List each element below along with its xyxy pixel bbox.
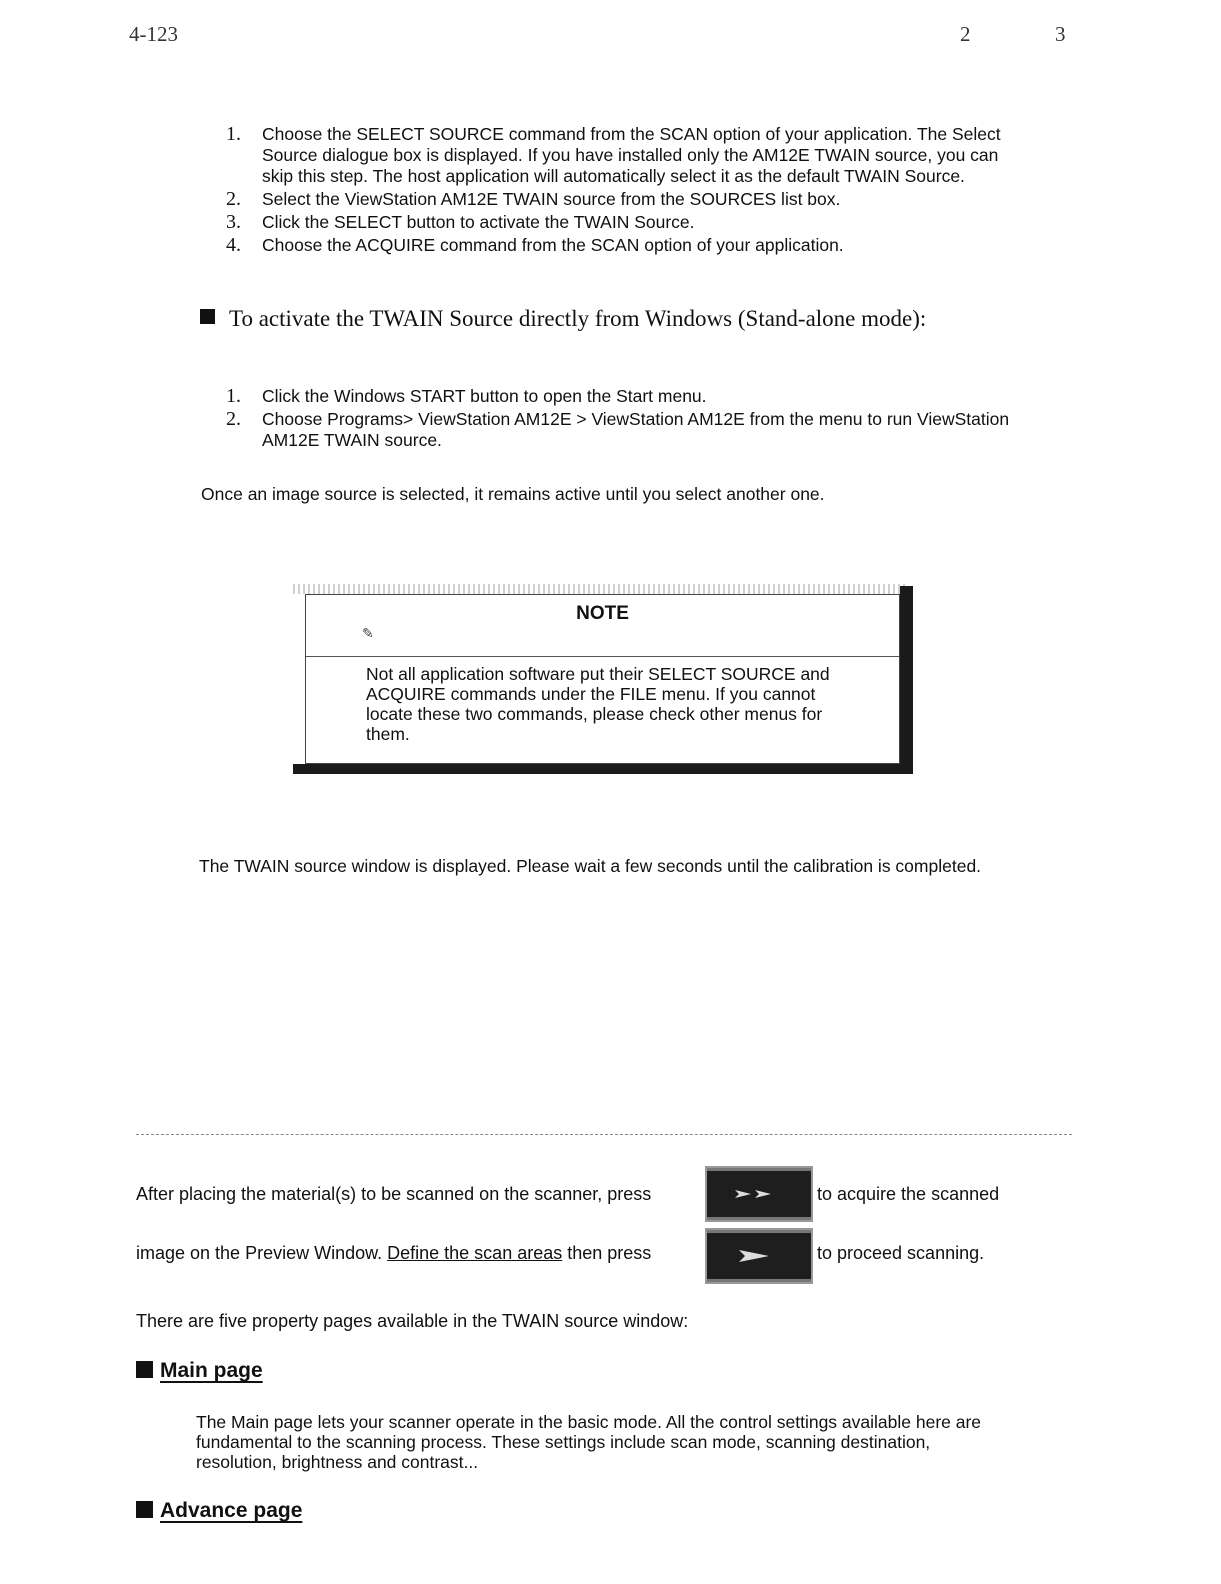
list-item: 1. Choose the SELECT SOURCE command from the SCAN option of your application. The Select Source dialogue box is displayed. If you have installed only the AM12E TWAIN source, you can skip this step. The host application will automatically select it as the default TWAIN Source. (226, 123, 1001, 186)
note-frame (305, 594, 900, 764)
note-title: NOTE (576, 603, 629, 624)
paragraph-main-page: The Main page lets your scanner operate in the basic mode. All the control settings available here are fundamental to the scanning process. These settings include scan mode, scanning destination, resolution, brightness and contrast... (196, 1412, 982, 1472)
steps-list-standalone (226, 386, 1026, 453)
list-item: 2. Select the ViewStation AM12E TWAIN source from the SOURCES list box. (226, 188, 841, 210)
list-item: 1. Click the Windows START button to open the Start menu. (226, 385, 707, 407)
page-number-right: 3 (1055, 22, 1066, 46)
paragraph-twain-window: The TWAIN source window is displayed. Please wait a few seconds until the calibration is completed. (199, 856, 982, 876)
shadow-bottom (293, 764, 913, 774)
section-title-advance-page: Advance page (136, 1499, 302, 1523)
acquire-preview-button[interactable] (705, 1166, 813, 1222)
shadow-right (900, 586, 913, 772)
list-item: 3. Click the SELECT button to activate the TWAIN Source. (226, 211, 695, 233)
scan-button[interactable] (705, 1228, 813, 1284)
divider (136, 1134, 1072, 1135)
square-bullet-icon (200, 309, 215, 324)
note-pencil-icon: ✎ (362, 625, 374, 641)
instruction-line-acquire: After placing the material(s) to be scanned on the scanner, press (136, 1184, 652, 1204)
list-item: 2. Choose Programs> ViewStation AM12E > ViewStation AM12E from the menu to run ViewStation AM12E TWAIN source. (226, 408, 1010, 450)
dotted-border (293, 584, 905, 594)
divider (306, 656, 899, 657)
paragraph-source-active: Once an image source is selected, it remains active until you select another one. (201, 484, 825, 504)
instruction-line-acquire-tail: to acquire the scanned (817, 1184, 1000, 1204)
section-heading-standalone: To activate the TWAIN Source directly from Windows (Stand-alone mode): (200, 306, 1000, 332)
define-scan-areas-link[interactable]: Define the scan areas (387, 1243, 563, 1263)
section-title-main-page: Main page (136, 1359, 263, 1383)
arrow-right-icon (729, 1244, 789, 1268)
double-arrow-icon (729, 1182, 789, 1206)
page-number-mid: 2 (960, 22, 971, 46)
page-number-left: 4-123 (129, 22, 178, 46)
list-item: 4. Choose the ACQUIRE command from the SCAN option of your application. (226, 234, 844, 256)
note-body: Not all application software put their SELECT SOURCE and ACQUIRE commands under the FILE menu. If you cannot locate these two commands, please check other menus for them. (366, 664, 830, 744)
instruction-line-scan: image on the Preview Window. Define the scan areas then press (136, 1243, 652, 1263)
instruction-line-scan-tail: to proceed scanning. (817, 1243, 985, 1263)
steps-list-select-source (226, 124, 1026, 258)
note-box (293, 584, 920, 780)
square-bullet-icon (136, 1361, 153, 1378)
square-bullet-icon (136, 1501, 153, 1518)
paragraph-property-pages: There are five property pages available in the TWAIN source window: (136, 1311, 689, 1331)
